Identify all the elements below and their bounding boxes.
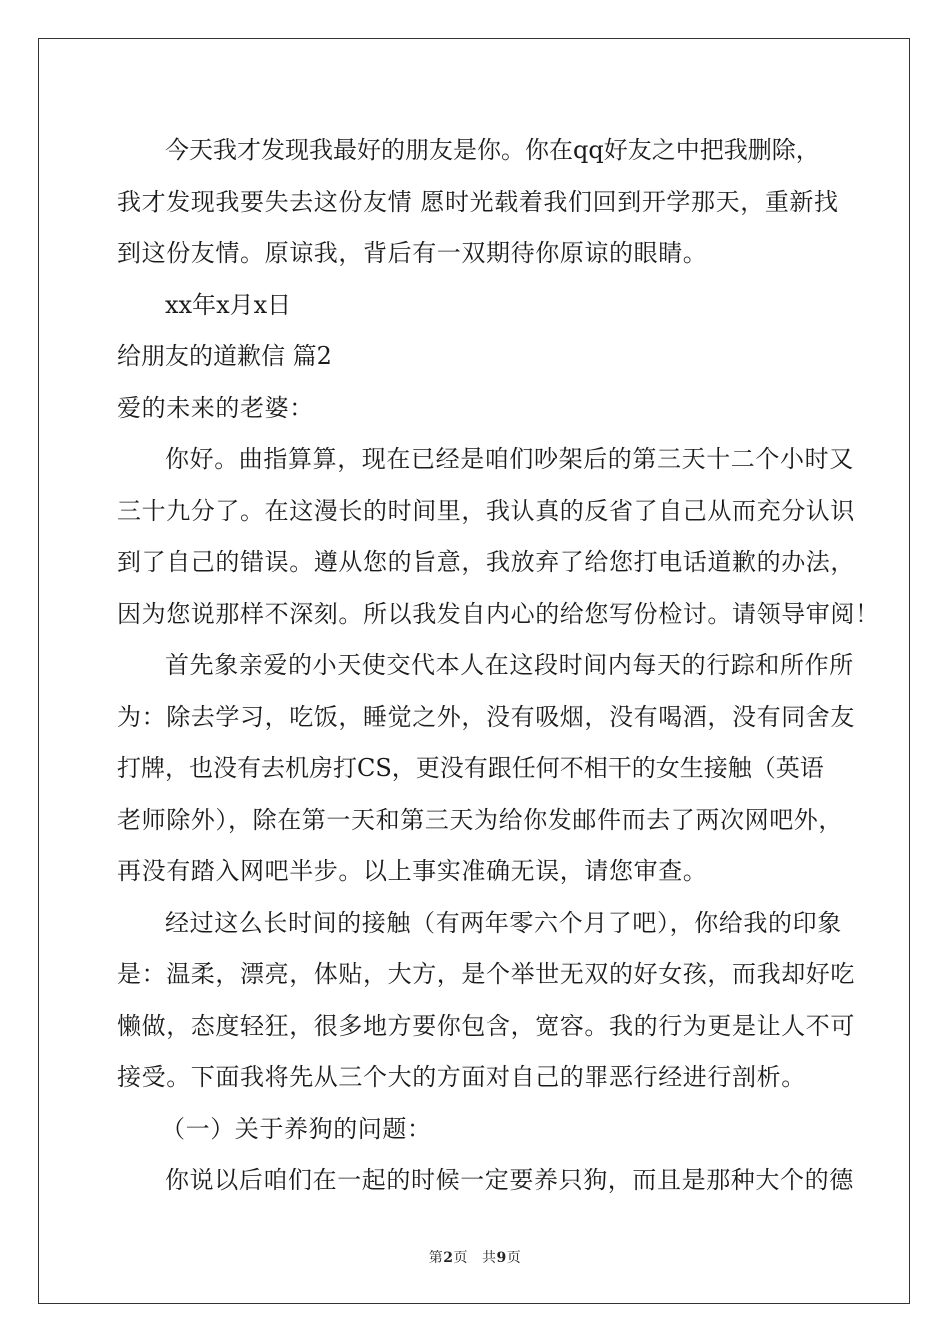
date-line: xx年x月x日 xyxy=(165,290,292,319)
text-line: 接受。下面我将先从三个大的方面对自己的罪恶行经进行剖析。 xyxy=(117,1063,806,1091)
text-line: 经过这么长时间的接触（有两年零六个月了吧），你给我的印象 xyxy=(165,908,842,937)
text-line: 为：除去学习，吃饭，睡觉之外，没有吸烟，没有喝酒，没有同舍友 xyxy=(117,702,855,731)
page-suffix: 页 xyxy=(453,1250,468,1266)
text-line: 打牌，也没有去机房打CS，更没有跟任何不相干的女生接触（英语 xyxy=(117,754,824,782)
text-line: 今天我才发现我最好的朋友是你。你在qq好友之中把我删除， xyxy=(165,136,820,164)
text-line: 三十九分了。在这漫长的时间里，我认真的反省了自己从而充分认识 xyxy=(117,496,855,525)
text-line: 首先象亲爱的小天使交代本人在这段时间内每天的行踪和所作所 xyxy=(165,651,854,679)
text-line: 到这份友情。原谅我，背后有一双期待你原谅的眼睛。 xyxy=(117,239,708,267)
page-footer xyxy=(0,1247,950,1267)
total-suffix: 页 xyxy=(506,1250,522,1266)
text-line: 我才发现我要失去这份友情 愿时光载着我们回到开学那天，重新找 xyxy=(117,187,839,216)
text-line: 到了自己的错误。遵从您的旨意，我放弃了给您打电话道歉的办法， xyxy=(117,548,855,576)
salutation: 爱的未来的老婆： xyxy=(117,393,314,422)
text-line: 懒做，态度轻狂，很多地方要你包含，宽容。我的行为更是让人不可 xyxy=(117,1011,855,1040)
page-current: 2 xyxy=(443,1250,454,1266)
text-line: 你好。曲指算算，现在已经是咱们吵架后的第三天十二个小时又 xyxy=(165,445,854,473)
text-line: 是：温柔，漂亮，体贴，大方，是个举世无双的好女孩，而我却好吃 xyxy=(117,960,855,988)
page-prefix: 第 xyxy=(428,1250,444,1266)
text-line: 再没有踏入网吧半步。以上事实准确无误，请您审查。 xyxy=(117,857,708,885)
text-line: 老师除外），除在第一天和第三天为给你发邮件而去了两次网吧外， xyxy=(117,805,843,834)
total-prefix: 共 xyxy=(482,1250,497,1266)
text-line: 因为您说那样不深刻。所以我发自内心的给您写份检讨。请领导审阅！ xyxy=(117,599,880,628)
total-pages: 9 xyxy=(496,1250,507,1266)
section-heading: 给朋友的道歉信 篇2 xyxy=(117,342,332,370)
text-line: 你说以后咱们在一起的时候一定要养只狗，而且是那种大个的德 xyxy=(165,1166,854,1194)
subsection-heading: （一）关于养狗的问题： xyxy=(161,1114,432,1143)
document-body xyxy=(117,130,880,1212)
